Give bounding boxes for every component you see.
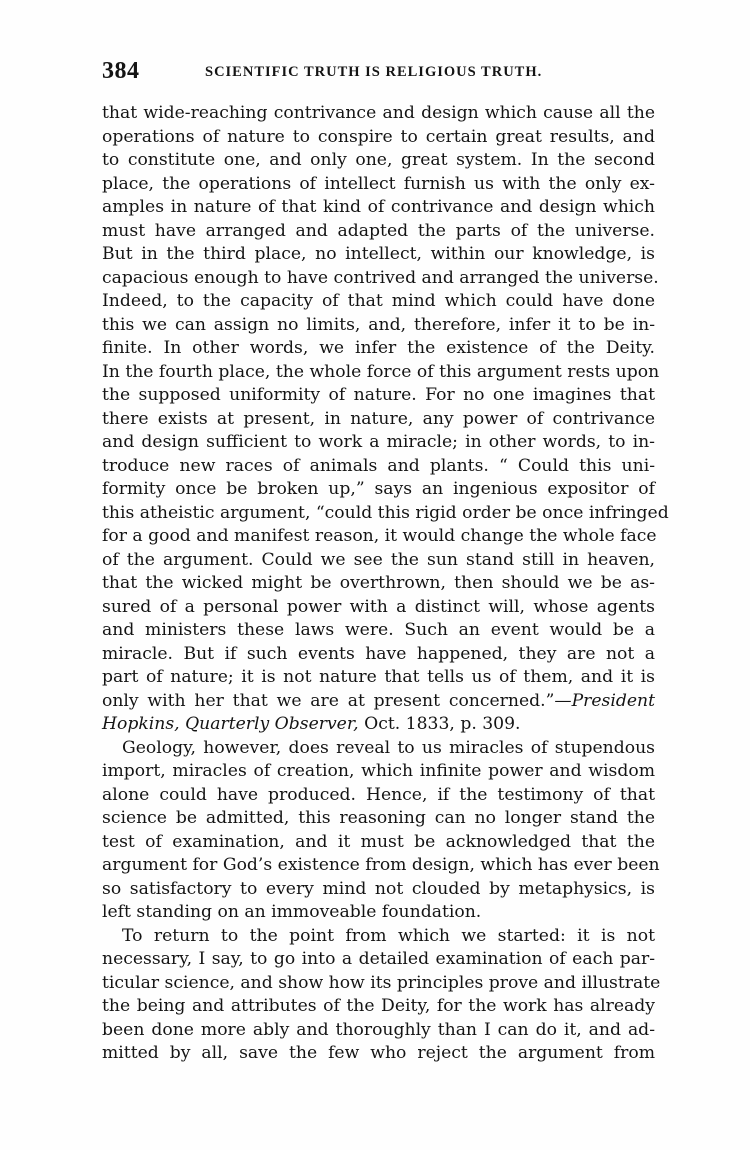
text-line: the supposed uniformity of nature. For no one imagines that bbox=[102, 385, 655, 405]
citation-source: Hopkins, Quarterly Observer, bbox=[102, 714, 359, 734]
text-line: troduce new races of animals and plants. “ Could this uni- bbox=[102, 455, 655, 476]
page-number: 384 bbox=[102, 58, 140, 84]
text-line: alone could have produced. Hence, if the testimony of that bbox=[102, 784, 655, 805]
text-line: this atheistic argument, “could this rigid order be once infringed bbox=[102, 502, 669, 523]
text-line: miracle. But if such events have happened, they are not a bbox=[102, 643, 655, 664]
text-line: must have arranged and adapted the parts of the universe. bbox=[102, 220, 655, 241]
text-line: that the wicked might be overthrown, then should we be as- bbox=[102, 573, 655, 593]
running-head: SCIENTIFIC TRUTH IS RELIGIOUS TRUTH. bbox=[205, 64, 543, 80]
citation-line bbox=[102, 713, 655, 737]
citation-date: Oct. 1833, p. 309. bbox=[358, 714, 521, 734]
text-line: argument for God’s existence from design, which has ever been bbox=[102, 855, 660, 875]
citation-author: President bbox=[571, 690, 655, 711]
text-line: capacious enough to have contrived and arranged the universe. bbox=[102, 267, 659, 288]
text-line: Indeed, to the capacity of that mind which could have done bbox=[102, 291, 655, 311]
text-line: left standing on an immoveable foundation. bbox=[102, 902, 482, 922]
page-header bbox=[102, 58, 655, 86]
text-line: amples in nature of that kind of contrivance and design which bbox=[102, 197, 655, 217]
text-line: place, the operations of intellect furnish us with the only ex- bbox=[102, 173, 655, 194]
text-line: ticular science, and show how its principles prove and illustrate bbox=[102, 972, 661, 993]
text-line: necessary, I say, to go into a detailed examination of each par- bbox=[102, 949, 655, 969]
citation-line bbox=[102, 690, 655, 714]
text-line: import, miracles of creation, which infinite power and wisdom bbox=[102, 761, 655, 781]
text-line: finite. In other words, we infer the existence of the Deity. bbox=[102, 338, 655, 358]
text-line: part of nature; it is not nature that tells us of them, and it is bbox=[102, 667, 655, 687]
text-line: for a good and manifest reason, it would change the whole face bbox=[102, 526, 657, 546]
text-line: this we can assign no limits, and, therefore, infer it to be in- bbox=[102, 314, 655, 335]
text-line: test of examination, and it must be acknowledged that the bbox=[102, 831, 655, 852]
text-line: that wide-reaching contrivance and design which cause all the bbox=[102, 103, 655, 123]
text-line: and ministers these laws were. Such an event would be a bbox=[102, 620, 655, 640]
text-line: formity once be broken up,” says an ingenious expositor of bbox=[102, 479, 655, 499]
text-line: of the argument. Could we see the sun stand still in heaven, bbox=[102, 549, 655, 570]
text-line: operations of nature to conspire to certain great results, and bbox=[102, 126, 655, 147]
text-line: and design sufficient to work a miracle; in other words, to in- bbox=[102, 432, 655, 452]
text-line: the being and attributes of the Deity, for the work has already bbox=[102, 996, 655, 1016]
text-line: there exists at present, in nature, any power of contrivance bbox=[102, 408, 655, 429]
citation-text: only with her that we are at present concerned.”— bbox=[102, 690, 572, 711]
body-text bbox=[102, 102, 669, 1066]
text-line: But in the third place, no intellect, within our knowledge, is bbox=[102, 244, 655, 264]
text-line: In the fourth place, the whole force of this argument rests upon bbox=[102, 361, 660, 382]
text-line: been done more ably and thoroughly than I can do it, and ad- bbox=[102, 1019, 655, 1040]
text-line: To return to the point from which we started: it is not bbox=[122, 925, 655, 946]
text-line: Geology, however, does reveal to us miracles of stupendous bbox=[122, 737, 655, 758]
text-line: so satisfactory to every mind not clouded by metaphysics, is bbox=[102, 878, 655, 899]
text-line: mitted by all, save the few who reject the argument from bbox=[102, 1043, 655, 1063]
text-line: sured of a personal power with a distinct will, whose agents bbox=[102, 596, 655, 617]
text-line: to constitute one, and only one, great system. In the second bbox=[102, 150, 655, 170]
text-line: science be admitted, this reasoning can no longer stand the bbox=[102, 808, 655, 828]
